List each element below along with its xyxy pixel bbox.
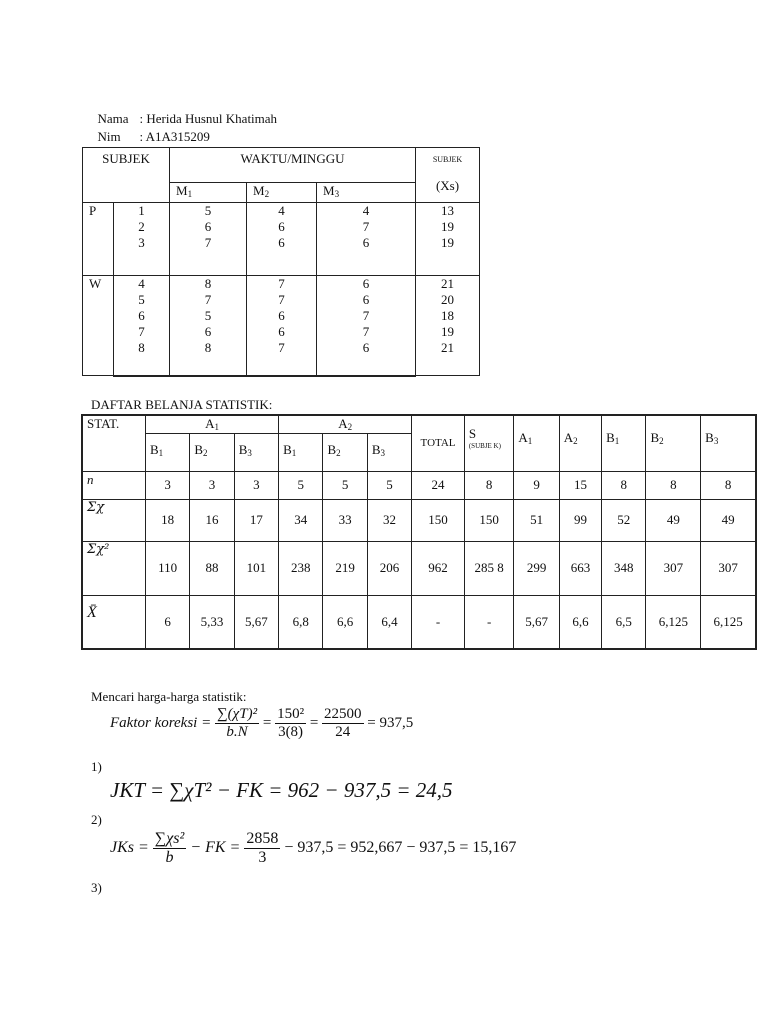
table-cell: 99 — [559, 499, 601, 541]
group-w-xs: 21 20 18 19 21 — [416, 276, 480, 376]
nim-label: Nim — [97, 129, 121, 144]
group-p-m3: 4 7 6 — [317, 203, 416, 276]
table-cell: 6,5 — [602, 595, 646, 649]
table-cell: 8 — [602, 471, 646, 499]
table-cell: 150 — [412, 499, 465, 541]
a2-right-header: $A_2$ — [559, 415, 601, 471]
table-cell: 51 — [514, 499, 559, 541]
m3-header: $M_3$ — [317, 183, 416, 203]
daftar-title: DAFTAR BELANJA STATISTIK: — [91, 397, 273, 412]
group-w-m3: 6 6 7 7 6 — [317, 276, 416, 376]
table-cell: 3 — [190, 471, 234, 499]
row-label-mean: X̄ — [82, 595, 145, 649]
group-w-m1: 8 7 5 6 8 — [170, 276, 247, 376]
nim-line — [91, 113, 210, 145]
table-cell: 6 — [145, 595, 189, 649]
waktu-header: WAKTU/MINGGU — [170, 148, 416, 183]
table-cell: 32 — [367, 499, 411, 541]
table-cell: 5,33 — [190, 595, 234, 649]
a1-right-header: $A_1$ — [514, 415, 559, 471]
jks-fraction-2: $\frac{2858}{3}$ — [246, 830, 279, 866]
step-1: 1) — [91, 759, 102, 774]
subjek-xs-header: SUBJEK (Xs) — [416, 148, 480, 203]
a1-b2-header: $B_2$ — [190, 433, 234, 471]
statistics-table — [81, 414, 757, 650]
table-cell: 34 — [279, 499, 323, 541]
a1-b1-header: $B_1$ — [145, 433, 189, 471]
jks-formula — [110, 830, 516, 867]
a2-b3-header: $B_3$ — [367, 433, 411, 471]
row-label-n: n — [82, 471, 145, 499]
table-cell: 15 — [559, 471, 601, 499]
table-cell: 16 — [190, 499, 234, 541]
b3-right-header: $B_3$ — [701, 415, 756, 471]
fk-lhs: Faktor koreksi = — [110, 714, 212, 731]
m2-header: $M_2$ — [247, 183, 317, 203]
fk-fraction-1: $\frac{\text{∑(χT)²}}{b.N}$ — [216, 706, 258, 740]
group-w-label: W — [83, 276, 114, 376]
table-cell: - — [464, 595, 514, 649]
m1-header: $M_1$ — [170, 183, 247, 203]
jkt-formula: JKT = ∑χT² − FK = 962 − 937,5 = 24,5 — [110, 778, 453, 802]
table-cell: 5 — [323, 471, 367, 499]
group-p-m2: 4 6 6 — [247, 203, 317, 276]
table-cell: 6,8 — [279, 595, 323, 649]
table-cell: 8 — [464, 471, 514, 499]
group-p-ids: 1 2 3 — [114, 203, 170, 276]
total-header: TOTAL — [412, 415, 465, 471]
table-cell: 219 — [323, 541, 367, 595]
b1-right-header: $B_1$ — [602, 415, 646, 471]
nim-value: : A1A315209 — [139, 129, 210, 144]
step-3: 3) — [91, 880, 102, 895]
jks-rest: − 937,5 = 952,667 − 937,5 = 15,167 — [284, 839, 517, 857]
table-cell: - — [412, 595, 465, 649]
subject-time-table — [82, 147, 480, 377]
jks-lhs: JKs = — [110, 839, 149, 857]
a2-group-header: $A_2$ — [279, 415, 412, 433]
table-cell: 18 — [145, 499, 189, 541]
table-cell: 3 — [145, 471, 189, 499]
group-p-label: P — [83, 203, 114, 276]
table-cell: 6,4 — [367, 595, 411, 649]
table-cell: 88 — [190, 541, 234, 595]
stat-row-mean — [82, 595, 756, 649]
fk-result: = 937,5 — [367, 714, 414, 731]
table-cell: 33 — [323, 499, 367, 541]
a2-b2-header: $B_2$ — [323, 433, 367, 471]
fk-fraction-2: $\frac{\text{150²}}{3(8)}$ — [277, 706, 305, 740]
table-cell: 5,67 — [514, 595, 559, 649]
table-cell: 238 — [279, 541, 323, 595]
row-label-sumsq: Σχ² — [82, 541, 145, 595]
fk-fraction-3: $\frac{22500}{24}$ — [324, 706, 362, 740]
row-label-sum: Σχ — [82, 499, 145, 541]
table-cell: 49 — [646, 499, 701, 541]
table-cell: 663 — [559, 541, 601, 595]
table-cell: 307 — [701, 541, 756, 595]
a1-group-header: $A_1$ — [145, 415, 278, 433]
faktor-koreksi-formula: Faktor koreksi = $\frac{\text{∑(χT)²}}{b.N}$ = $\frac{\text{150²}}{3(8)}$ = $\frac{22500}{24}$ = 937,5 — [110, 706, 414, 740]
a1-b3-header: $B_3$ — [234, 433, 278, 471]
stat-row-n — [82, 471, 756, 499]
table-cell: 110 — [145, 541, 189, 595]
nama-label: Nama — [97, 111, 129, 126]
table-cell: 348 — [602, 541, 646, 595]
stat-row-sumsq — [82, 541, 756, 595]
a2-b1-header: $B_1$ — [279, 433, 323, 471]
xs-label: (Xs) — [435, 178, 460, 193]
table-cell: 9 — [514, 471, 559, 499]
group-w-ids: 4 5 6 7 8 — [114, 276, 170, 376]
table-cell: 150 — [464, 499, 514, 541]
table-cell: 5 — [279, 471, 323, 499]
table-cell: 5 — [367, 471, 411, 499]
jks-fraction-1: $\frac{\text{∑χs²}}{b}$ — [154, 830, 185, 866]
table-cell: 206 — [367, 541, 411, 595]
table-cell: 5,67 — [234, 595, 278, 649]
table-cell: 285 8 — [464, 541, 514, 595]
table-cell: 17 — [234, 499, 278, 541]
jks-mid: − FK = — [190, 839, 241, 857]
stat-header: STAT. — [82, 415, 145, 471]
subjek-header: SUBJEK — [83, 148, 170, 203]
table-cell: 3 — [234, 471, 278, 499]
s-subjek-header: S (SUBJE K) — [464, 415, 514, 471]
table-cell: 6,6 — [559, 595, 601, 649]
b2-right-header: $B_2$ — [646, 415, 701, 471]
table-cell: 6,125 — [701, 595, 756, 649]
table-cell: 101 — [234, 541, 278, 595]
table-cell: 24 — [412, 471, 465, 499]
table-cell: 8 — [701, 471, 756, 499]
table-cell: 962 — [412, 541, 465, 595]
table-cell: 8 — [646, 471, 701, 499]
mencari-text: Mencari harga-harga statistik: — [91, 689, 247, 704]
nama-value: : Herida Husnul Khatimah — [139, 111, 278, 126]
table-cell: 49 — [701, 499, 756, 541]
table-cell: 299 — [514, 541, 559, 595]
table-cell: 6,6 — [323, 595, 367, 649]
table-cell: 6,125 — [646, 595, 701, 649]
step-2: 2) — [91, 812, 102, 827]
group-p-m1: 5 6 7 — [170, 203, 247, 276]
group-w-m2: 7 7 6 6 7 — [247, 276, 317, 376]
table-cell: 307 — [646, 541, 701, 595]
stat-row-sum — [82, 499, 756, 541]
group-p-xs: 13 19 19 — [416, 203, 480, 276]
table-cell: 52 — [602, 499, 646, 541]
